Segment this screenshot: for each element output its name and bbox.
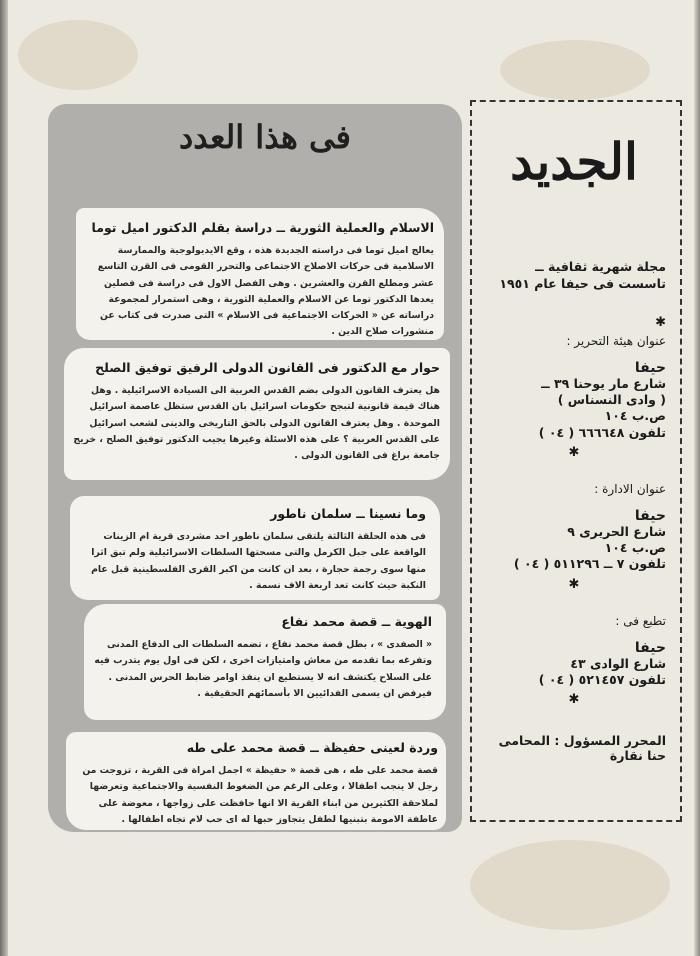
article-summary: « الصفدى » ، بطل قصة محمد نفاع ، تضمه السلطات الى الدفاع المدنى وتفرغه بما تقدمه من معاش وامتيازات اخرى ، لكن فى اول يوم يتدرب فيه على السلاح يكتشف انه لا يستطيع ان ينفذ اوامر ضابط الحرس المدنى . فيرفض ان يسمى الفدائيين الا بأسمائهم الحقيقية . (94, 639, 432, 699)
magazine-subtitle (482, 259, 666, 293)
admin-city: حيفا (634, 507, 666, 524)
admin-phone: تلفون ٧ ــ ٥١١٢٩٦ ( ٠٤ ) (513, 556, 666, 572)
page-edge-left (0, 0, 8, 956)
article-block (64, 348, 450, 480)
editorial-district: ( وادى النسناس ) (557, 392, 666, 407)
printing-phone: تلفون ٥٢١٤٥٧ ( ٠٤ ) (538, 671, 666, 687)
star-icon: ✱ (568, 576, 580, 592)
admin-street: شارع الحريرى ٩ (567, 523, 666, 539)
printing-label: تطبع فى : (615, 613, 666, 628)
editorial-phone: تلفون ٦٦٦٦٤٨ ( ٠٤ ) (538, 424, 666, 440)
star-icon: ✱ (568, 444, 580, 460)
article-block (70, 496, 440, 600)
contents-heading: فى هذا العدد (179, 118, 351, 156)
editor-in-chief: المحرر المسؤول : المحامى حنا نقارة (498, 733, 666, 763)
paper-stain (18, 20, 138, 90)
editorial-po-box: ص.ب ١٠٤ (604, 408, 666, 424)
article-block (84, 604, 446, 720)
editorial-address-label: عنوان هيئة التحرير : (566, 333, 666, 348)
subtitle-line: تاسست فى حيفا عام ١٩٥١ (499, 275, 666, 291)
star-icon: ✱ (568, 692, 580, 707)
article-summary: قصة محمد على طه ، هى قصة « حفيظة » اجمل امراة فى القرية ، تزوجت من رجل لا ينجب اطفالا ، وعلى الرغم من الضغوط النفسية والاجتماعية وتعرضها لملاحقة الكثيرين من ابناء القرية الا انها حافظت على زواجها ، معوضة على عاطفة الامومة بتبنيها لطفل يتجاوز حبها له اى حب لام تجاه اطفالها . (82, 765, 438, 825)
admin-address-label: عنوان الادارة : (594, 481, 666, 496)
article-summary: فى هذه الحلقة الثالثة يلتقى سلمان ناطور احد مشردى قرية ام الزينات الواقعة على جبل الكرمل والتى مسحتها السلطات الاسرائيلية ولم تبق اثرا منها سوى رجمة حجارة ، بعد ان كانت من اكبر القرى الفلسطينية قبل عام النكبة حيث كانت تعد اربعة الاف نسمة . (91, 531, 426, 591)
printing-street: شارع الوادى ٤٣ (570, 655, 666, 671)
editorial-street: شارع مار يوحنا ٣٩ ــ (541, 375, 666, 391)
masthead-column (470, 100, 682, 822)
article-block (66, 732, 446, 830)
article-title: وما نسينا ــ سلمان ناطور (270, 506, 426, 521)
editorial-city: حيفا (634, 359, 666, 376)
admin-po-box: ص.ب ١٠٤ (604, 540, 666, 555)
article-title: الاسلام والعملية الثورية ــ دراسة بقلم الدكتور اميل توما (91, 220, 434, 235)
article-title: وردة لعينى حفيظة ــ قصة محمد على طه (186, 740, 438, 755)
article-block (76, 208, 444, 340)
article-title: الهوية ــ قصة محمد نفاع (281, 614, 432, 629)
article-summary: يعالج اميل توما فى دراسته الجديدة هذه ، وقع الايديولوجية والممارسة الاسلامية فى حركات الاصلاح الاجتماعى والتحرر القومى فى القرن التاسع عشر ومطلع القرن والعشرين . وهى الفصل الاول فى دراسة فى فصلين يعدها الدكتور توما عن الاسلام والعملية الثورية ، وهى استمرار لمجموعة دراساته عن « الحركات الاجتماعية فى الاسلام » التى صدرت فى كتاب عن منشورات صلاح الدين . (97, 245, 434, 338)
article-summary: هل يعترف القانون الدولى بضم القدس العربية الى السيادة الاسرائيلية . وهل هناك قيمة قانونية لتبجح حكومات اسرائيل بان القدس ستظل عاصمة اسرائيل الموحدة . وهل يعترف القانون الدولى بالحق التاريخى والدينى لشعب اسرائيل على القدس العربية ؟ على هذه الاسئلة وغيرها يجيب الدكتور توفيق الصلح ، خريج جامعة براغ فى القانون الدولى . (73, 385, 440, 462)
subtitle-line: مجلة شهرية ثقافية ــ (535, 259, 666, 274)
article-title: حوار مع الدكتور فى القانون الدولى الرفيق توفيق الصلح (95, 360, 440, 375)
star-icon: ✱ (655, 314, 666, 330)
paper-stain (470, 840, 670, 930)
magazine-title: الجديد (510, 132, 638, 191)
printing-city: حيفا (634, 639, 666, 656)
page-edge-right (694, 0, 700, 956)
paper-stain (500, 40, 650, 100)
